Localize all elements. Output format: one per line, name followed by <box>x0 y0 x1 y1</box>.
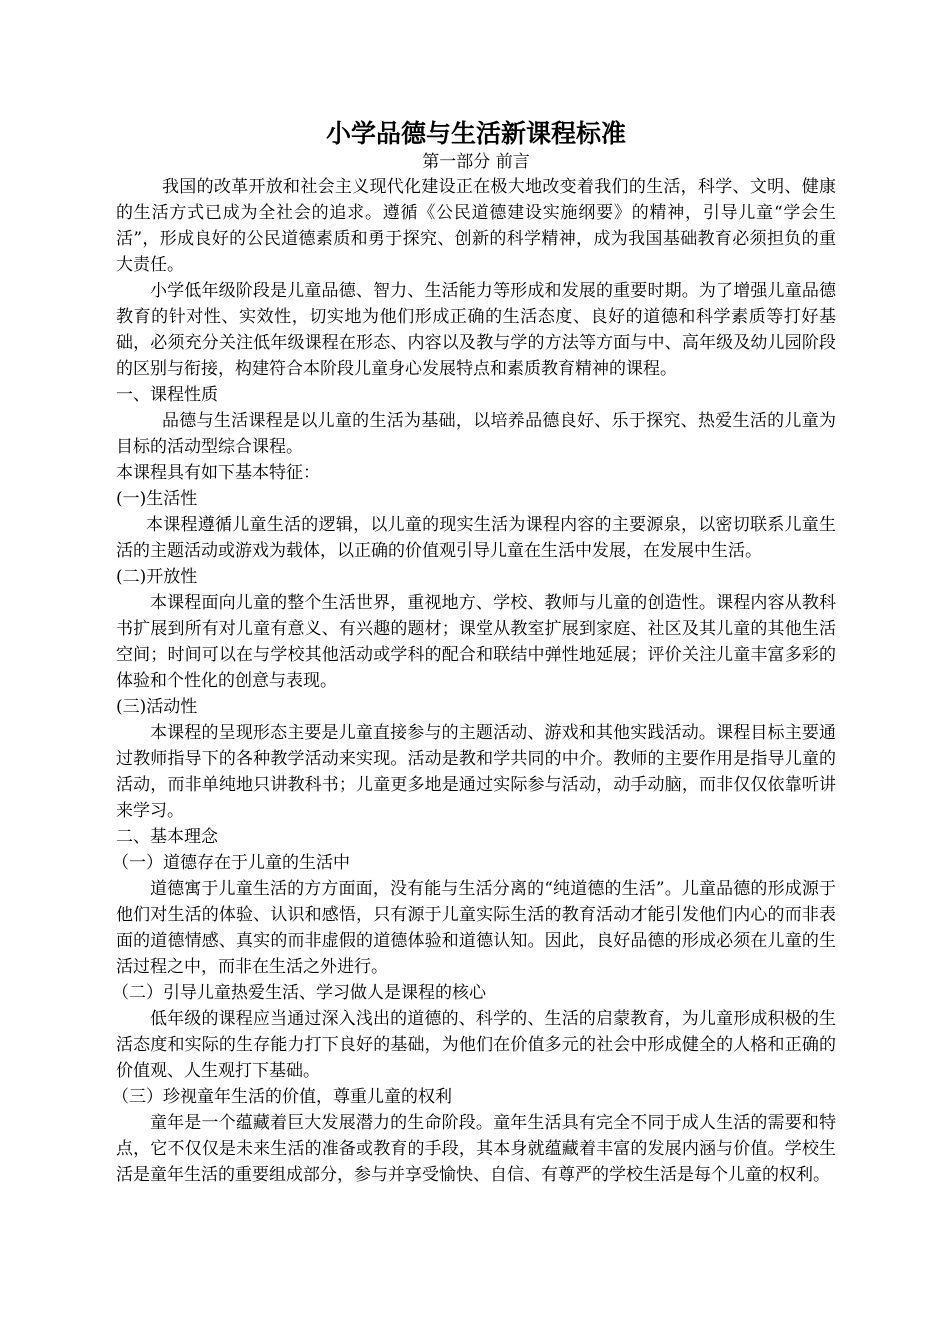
intro-paragraph-1: 我国的改革开放和社会主义现代化建设正在极大地改变着我们的生活，科学、文明、健康的生活方式已成为全社会的追求。遵循《公民道德建设实施纲要》的精神，引导儿童“学会生活”，形成良好的公民道德素质和勇于探究、创新的科学精神，成为我国基础教育必须担负的重大责任。 <box>116 177 836 275</box>
section-heading-nature: 一、课程性质 <box>116 385 218 405</box>
concept-heading-3: （三）珍视童年生活的价值，尊重儿童的权利 <box>112 1087 452 1107</box>
feature-text-open: 本课程面向儿童的整个生活世界，重视地方、学校、教师与儿童的创造性。课程内容从教科书扩展到所有对儿童有意义、有兴趣的题材；课堂从教室扩展到家庭、社区及其儿童的其他生活空间；时间可以在与学校其他活动或学科的配合和联结中弹性地延展；评价关注儿童丰富多彩的体验和个性化的创意与表现。 <box>116 593 836 691</box>
feature-heading-life: (一)生活性 <box>116 489 198 509</box>
nature-paragraph: 品德与生活课程是以儿童的生活为基础，以培养品德良好、乐于探究、热爱生活的儿童为目标的活动型综合课程。 <box>116 411 836 457</box>
concept-heading-1: （一）道德存在于儿童的生活中 <box>112 853 350 873</box>
part-subtitle: 第一部分 前言 <box>422 152 530 172</box>
features-intro: 本课程具有如下基本特征： <box>116 463 320 483</box>
document-page <box>112 118 836 1188</box>
feature-heading-activity: (三)活动性 <box>116 697 198 717</box>
concept-text-2: 低年级的课程应当通过深入浅出的道德的、科学的、生活的启蒙教育，为儿童形成积极的生活态度和实际的生存能力打下良好的基础，为他们在价值多元的社会中形成健全的人格和正确的价值观、人生观打下基础。 <box>116 1009 836 1081</box>
intro-paragraph-2: 小学低年级阶段是儿童品德、智力、生活能力等形成和发展的重要时期。为了增强儿童品德教育的针对性、实效性，切实地为他们形成正确的生活态度、良好的道德和科学素质等打好基础，必须充分关注低年级课程在形态、内容以及教与学的方法等方面与中、高年级及幼儿园阶段的区别与衔接，构建符合本阶段儿童身心发展特点和素质教育精神的课程。 <box>116 281 836 379</box>
feature-text-life: 本课程遵循儿童生活的逻辑，以儿童的现实生活为课程内容的主要源泉，以密切联系儿童生活的主题活动或游戏为载体，以正确的价值观引导儿童在生活中发展，在发展中生活。 <box>116 515 836 561</box>
concept-text-3: 童年是一个蕴藏着巨大发展潜力的生命阶段。童年生活具有完全不同于成人生活的需要和特点，它不仅仅是未来生活的准备或教育的手段，其本身就蕴藏着丰富的发展内涵与价值。学校生活是童年生活的重要组成部分，参与并享受愉快、自信、有尊严的学校生活是每个儿童的权利。 <box>116 1113 836 1185</box>
concept-text-1: 道德寓于儿童生活的方方面面，没有能与生活分离的“纯道德的生活”。儿童品德的形成源于他们对生活的体验、认识和感悟，只有源于儿童实际生活的教育活动才能引发他们内心的而非表面的道德情感、真实的而非虚假的道德体验和道德认知。因此，良好品德的形成必须在儿童的生活过程之中，而非在生活之外进行。 <box>116 879 836 977</box>
feature-heading-open: (二)开放性 <box>116 567 198 587</box>
section-heading-concepts: 二、基本理念 <box>116 827 218 847</box>
concept-heading-2: （二）引导儿童热爱生活、学习做人是课程的核心 <box>112 983 486 1003</box>
feature-text-activity: 本课程的呈现形态主要是儿童直接参与的主题活动、游戏和其他实践活动。课程目标主要通过教师指导下的各种教学活动来实现。活动是教和学共同的中介。教师的主要作用是指导儿童的活动，而非单纯地只讲教科书；儿童更多地是通过实际参与活动，动手动脑，而非仅仅依靠听讲来学习。 <box>116 723 836 821</box>
document-title: 小学品德与生活新课程标准 <box>325 119 626 148</box>
